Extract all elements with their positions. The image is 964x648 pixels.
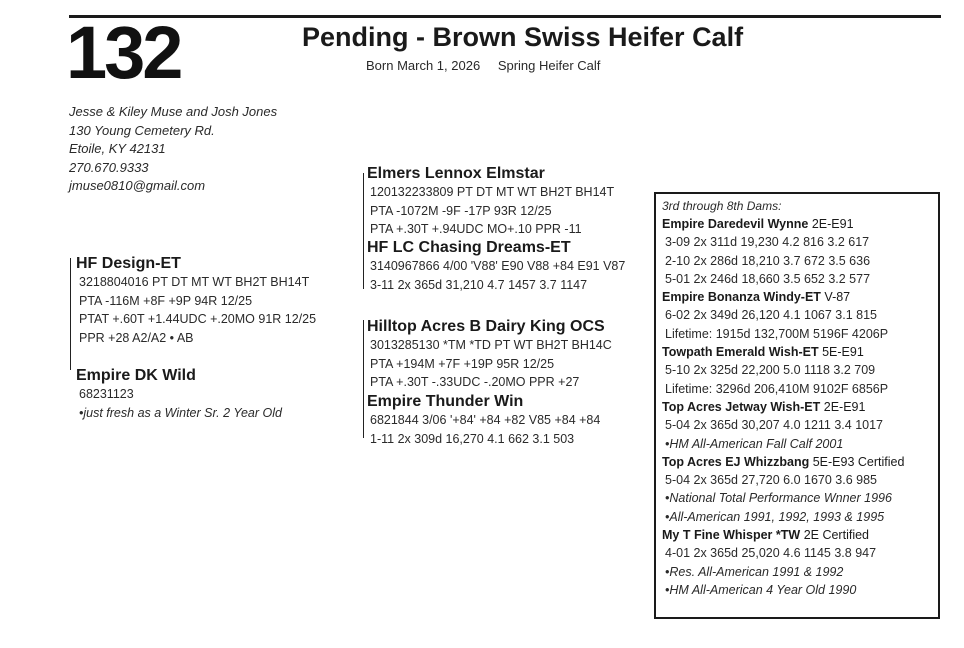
dam-sire-line: 3013285130 *TM *TD PT WT BH2T BH14C bbox=[370, 338, 612, 352]
birth-date: Born March 1, 2026 bbox=[366, 58, 481, 73]
consignor-phone: 270.670.9333 bbox=[69, 159, 149, 175]
dam-entry-line: 6-02 2x 349d 26,120 4.1 1067 3.1 815 bbox=[665, 308, 877, 323]
pedigree-line-dam-side bbox=[363, 320, 364, 438]
consignor-info bbox=[69, 103, 277, 196]
dam-entry-name: Towpath Emerald Wish-ET 5E-E91 bbox=[662, 345, 864, 360]
sire-sire-line: PTA -1072M -9F -17P 93R 12/25 bbox=[370, 203, 552, 218]
sire-dam-block bbox=[367, 238, 625, 294]
dam-sire-line: PTA +.30T -.33UDC -.20MO PPR +27 bbox=[370, 375, 580, 389]
dam-entry-line: Lifetime: 3296d 206,410M 9102F 6856P bbox=[665, 381, 889, 396]
sire-name: HF Design-ET bbox=[76, 255, 181, 272]
sire-dam-line: 3-11 2x 365d 31,210 4.7 1457 3.7 1147 bbox=[370, 277, 588, 292]
dam-dam-name: Empire Thunder Win bbox=[367, 393, 524, 410]
dam-entry-line: 2-10 2x 286d 18,210 3.7 672 3.5 636 bbox=[665, 253, 871, 268]
sire-line: PPR +28 A2/A2 • AB bbox=[79, 330, 194, 345]
sire-line: 3218804016 PT DT MT WT BH2T BH14T bbox=[79, 275, 310, 289]
dams-list bbox=[662, 198, 904, 599]
dam-sire-line: PTA +194M +7F +19P 95R 12/25 bbox=[370, 356, 555, 371]
dam-name: Empire DK Wild bbox=[76, 367, 196, 384]
consignor-city: Etoile, KY 42131 bbox=[69, 141, 166, 156]
sire-sire-line: PTA +.30T +.94UDC MO+.10 PPR -11 bbox=[370, 222, 582, 236]
header-rule bbox=[69, 15, 941, 18]
dam-entry-name: Top Acres Jetway Wish-ET 2E-E91 bbox=[662, 399, 866, 414]
sire-sire-name: Elmers Lennox Elmstar bbox=[367, 165, 545, 182]
dam-entry-name: Empire Daredevil Wynne 2E-E91 bbox=[662, 217, 854, 231]
sire-block bbox=[76, 254, 316, 347]
dam-entry-name: Empire Bonanza Windy-ET V-87 bbox=[662, 290, 851, 305]
dam-sire-block bbox=[367, 317, 612, 392]
dam-entry-line: 5-04 2x 365d 30,207 4.0 1211 3.4 1017 bbox=[665, 418, 884, 433]
sire-line: PTA -116M +8F +9P 94R 12/25 bbox=[79, 293, 253, 308]
dam-entry-line: Lifetime: 1915d 132,700M 5196F 4206P bbox=[665, 326, 889, 341]
dam-entry-note: •Res. All-American 1991 & 1992 bbox=[665, 564, 844, 579]
pedigree-line-sire bbox=[70, 258, 71, 370]
pedigree-line-sire-side bbox=[363, 173, 364, 289]
calf-class: Spring Heifer Calf bbox=[497, 58, 601, 73]
dam-entry-line: 5-04 2x 365d 27,720 6.0 1670 3.6 985 bbox=[665, 473, 877, 488]
dam-entry-name: My T Fine Whisper *TW 2E Certified bbox=[662, 528, 869, 543]
dam-entry-line: 3-09 2x 311d 19,230 4.2 816 3.2 617 bbox=[665, 235, 870, 250]
dam-entry-line: 5-10 2x 325d 22,200 5.0 1118 3.2 709 bbox=[665, 363, 876, 378]
dam-block bbox=[76, 366, 282, 422]
dam-entry-line: 5-01 2x 246d 18,660 3.5 652 3.2 577 bbox=[665, 271, 871, 286]
sire-dam-line: 3140967866 4/00 'V88' E90 V88 +84 E91 V87 bbox=[370, 259, 626, 273]
birth-info bbox=[366, 58, 614, 73]
dam-entry-name: Top Acres EJ Whizzbang 5E-E93 Certified bbox=[662, 454, 905, 469]
sire-dam-name: HF LC Chasing Dreams-ET bbox=[367, 239, 571, 256]
consignor-name: Jesse & Kiley Muse and Josh Jones bbox=[69, 104, 278, 119]
dam-dam-block bbox=[367, 392, 600, 448]
consignor-address: 130 Young Cemetery Rd. bbox=[69, 122, 215, 138]
consignor-email: jmuse0810@gmail.com bbox=[69, 178, 206, 193]
page-title: Pending - Brown Swiss Heifer Calf bbox=[302, 22, 744, 52]
dam-sire-name: Hilltop Acres B Dairy King OCS bbox=[367, 318, 605, 335]
dam-entry-note: •All-American 1991, 1992, 1993 & 1995 bbox=[665, 509, 885, 524]
dams-header: 3rd through 8th Dams: bbox=[662, 199, 782, 213]
dam-entry-line: 4-01 2x 365d 25,020 4.6 1145 3.8 947 bbox=[665, 546, 877, 561]
dam-dam-line: 6821844 3/06 '+84' +84 +82 V85 +84 +84 bbox=[370, 413, 601, 427]
dam-line: 68231123 bbox=[79, 387, 134, 401]
sire-sire-block bbox=[367, 164, 614, 239]
dam-dam-line: 1-11 2x 309d 16,270 4.1 662 3.1 503 bbox=[370, 431, 575, 446]
sire-line: PTAT +.60T +1.44UDC +.20MO 91R 12/25 bbox=[79, 312, 317, 326]
lot-number: 132 bbox=[66, 11, 181, 94]
dam-note: •just fresh as a Winter Sr. 2 Year Old bbox=[79, 405, 282, 420]
dam-entry-note: •HM All-American 4 Year Old 1990 bbox=[665, 582, 857, 597]
dam-entry-note: •National Total Performance Wnner 1996 bbox=[665, 491, 892, 506]
sire-sire-line: 120132233809 PT DT MT WT BH2T BH14T bbox=[370, 185, 615, 199]
dam-entry-note: •HM All-American Fall Calf 2001 bbox=[665, 436, 844, 451]
